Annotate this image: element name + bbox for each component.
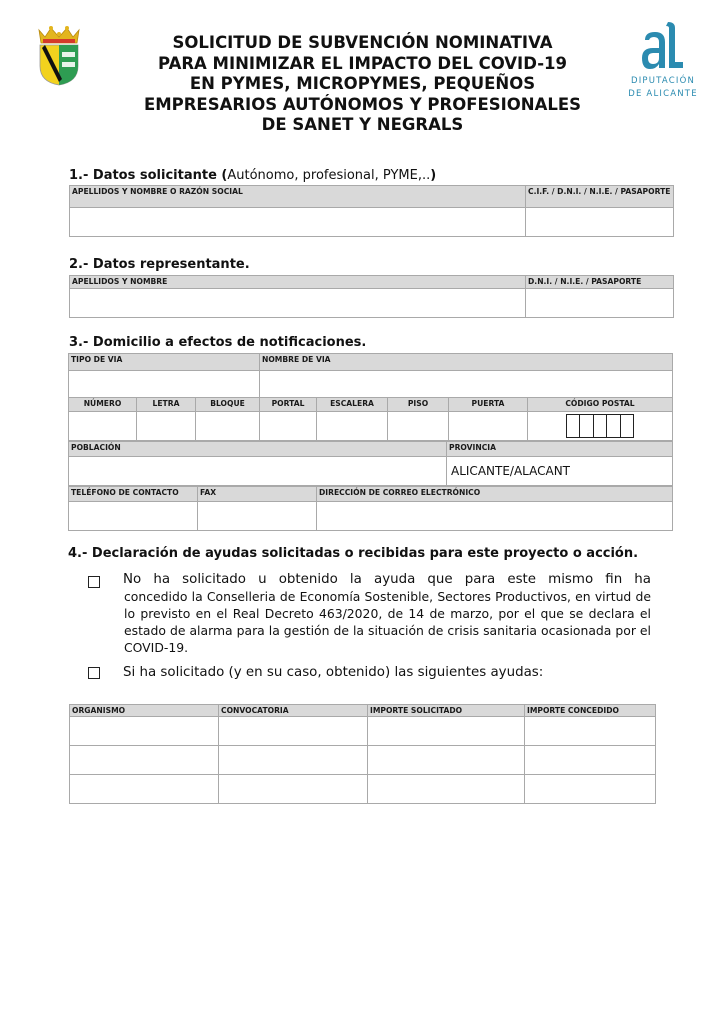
bloque-header: BLOQUE xyxy=(196,398,260,412)
codigo-postal-boxes[interactable] xyxy=(566,414,634,438)
logo-text-line1: DIPUTACIÓN xyxy=(630,76,696,86)
postal-digit-box[interactable] xyxy=(567,415,580,437)
section1-title-light: Autónomo, profesional, PYME,.. xyxy=(227,168,431,183)
piso-field[interactable] xyxy=(388,412,449,441)
escalera-header: ESCALERA xyxy=(317,398,388,412)
option1-line1: No ha solicitado u obtenido la ayuda que para este mismo fin ha xyxy=(123,572,651,587)
applicant-id-field[interactable] xyxy=(526,208,674,237)
organismo-cell[interactable] xyxy=(70,717,219,746)
contact-table xyxy=(68,486,673,531)
importe-concedido-cell[interactable] xyxy=(525,775,656,804)
option-requested-checkbox[interactable] xyxy=(88,667,100,679)
telefono-field[interactable] xyxy=(69,502,198,531)
email-field[interactable] xyxy=(317,502,673,531)
option-requested-text: Si ha solicitado (y en su caso, obtenido) las siguientes ayudas: xyxy=(123,665,544,680)
poblacion-field[interactable] xyxy=(69,457,447,486)
convocatoria-cell[interactable] xyxy=(219,775,368,804)
representative-id-field[interactable] xyxy=(526,289,674,318)
escalera-field[interactable] xyxy=(317,412,388,441)
title-line: EMPRESARIOS AUTÓNOMOS Y PROFESIONALES xyxy=(143,94,582,114)
fax-header: FAX xyxy=(198,487,317,502)
applicant-name-field[interactable] xyxy=(70,208,526,237)
section2-title: 2.- Datos representante. xyxy=(69,257,250,272)
section1-title-end: ) xyxy=(430,168,437,183)
representative-name-header: APELLIDOS Y NOMBRE xyxy=(70,276,526,289)
coat-of-arms-icon xyxy=(33,24,85,86)
table-row xyxy=(70,746,656,775)
piso-header: PISO xyxy=(388,398,449,412)
title-line: PARA MINIMIZAR EL IMPACTO DEL COVID-19 xyxy=(157,53,568,73)
provincia-field[interactable]: ALICANTE/ALACANT xyxy=(447,457,673,486)
address-street-table xyxy=(68,353,673,401)
postal-digit-box[interactable] xyxy=(580,415,593,437)
section4-title: 4.- Declaración de ayudas solicitadas o recibidas para este proyecto o acción. xyxy=(68,546,639,561)
importe-concedido-header: IMPORTE CONCEDIDO xyxy=(525,705,656,717)
puerta-field[interactable] xyxy=(449,412,528,441)
title-line: EN PYMES, MICROPYMES, PEQUEÑOS xyxy=(189,74,536,94)
table-row xyxy=(70,775,656,804)
table-row xyxy=(70,717,656,746)
aid-table xyxy=(69,704,656,804)
section3-title: 3.- Domicilio a efectos de notificaciones. xyxy=(69,335,367,350)
telefono-header: TELÉFONO DE CONTACTO xyxy=(69,487,198,502)
logo-text-line2: DE ALICANTE xyxy=(628,89,698,99)
portal-header: PORTAL xyxy=(260,398,317,412)
option-not-requested-checkbox[interactable] xyxy=(88,576,100,588)
importe-concedido-cell[interactable] xyxy=(525,746,656,775)
organismo-header: ORGANISMO xyxy=(70,705,219,717)
poblacion-header: POBLACIÓN xyxy=(69,442,447,457)
title-line: DE SANET Y NEGRALS xyxy=(261,115,464,135)
organismo-cell[interactable] xyxy=(70,746,219,775)
numero-header: NÚMERO xyxy=(69,398,137,412)
diputacion-alicante-logo xyxy=(628,18,698,98)
convocatoria-cell[interactable] xyxy=(219,746,368,775)
section1-title xyxy=(69,168,436,183)
address-detail-table xyxy=(68,397,673,441)
section1-title-bold: 1.- Datos solicitante ( xyxy=(69,168,228,183)
representative-table xyxy=(69,275,674,318)
importe-solicitado-cell[interactable] xyxy=(368,775,525,804)
email-header: DIRECCIÓN DE CORREO ELECTRÓNICO xyxy=(317,487,673,502)
importe-solicitado-header: IMPORTE SOLICITADO xyxy=(368,705,525,717)
nombre-via-header: NOMBRE DE VIA xyxy=(260,354,673,371)
fax-field[interactable] xyxy=(198,502,317,531)
numero-field[interactable] xyxy=(69,412,137,441)
applicant-name-header: APELLIDOS Y NOMBRE O RAZÓN SOCIAL xyxy=(70,186,526,208)
importe-concedido-cell[interactable] xyxy=(525,717,656,746)
representative-id-header: D.N.I. / N.I.E. / PASAPORTE xyxy=(526,276,674,289)
option1-rest: concedido la Conselleria de Economía Sostenible, Sectores Productivos, en virtud de lo previsto en el Real Decreto 463/2020, de 14 de marzo, por el que se declara el estado de alarma para la gestión de la situación de crisis sanitaria ocasionada por el COVID-19. xyxy=(124,589,651,655)
diputacion-logo-icon xyxy=(639,18,687,70)
postal-digit-box[interactable] xyxy=(594,415,607,437)
letra-header: LETRA xyxy=(137,398,196,412)
tipo-via-field[interactable] xyxy=(69,371,260,401)
applicant-id-header: C.I.F. / D.N.I. / N.I.E. / PASAPORTE xyxy=(526,186,674,208)
organismo-cell[interactable] xyxy=(70,775,219,804)
puerta-header: PUERTA xyxy=(449,398,528,412)
representative-name-field[interactable] xyxy=(70,289,526,318)
portal-field[interactable] xyxy=(260,412,317,441)
bloque-field[interactable] xyxy=(196,412,260,441)
importe-solicitado-cell[interactable] xyxy=(368,746,525,775)
address-locality-table xyxy=(68,441,673,486)
page-title xyxy=(130,33,595,136)
letra-field[interactable] xyxy=(137,412,196,441)
convocatoria-header: CONVOCATORIA xyxy=(219,705,368,717)
applicant-table xyxy=(69,185,674,237)
codigo-postal-cell xyxy=(528,412,673,441)
postal-digit-box[interactable] xyxy=(621,415,633,437)
convocatoria-cell[interactable] xyxy=(219,717,368,746)
title-line: SOLICITUD DE SUBVENCIÓN NOMINATIVA xyxy=(172,33,553,52)
option-not-requested-text xyxy=(123,571,651,656)
provincia-header: PROVINCIA xyxy=(447,442,673,457)
importe-solicitado-cell[interactable] xyxy=(368,717,525,746)
postal-digit-box[interactable] xyxy=(607,415,620,437)
nombre-via-field[interactable] xyxy=(260,371,673,401)
tipo-via-header: TIPO DE VIA xyxy=(69,354,260,371)
codigo-postal-header: CÓDIGO POSTAL xyxy=(528,398,673,412)
